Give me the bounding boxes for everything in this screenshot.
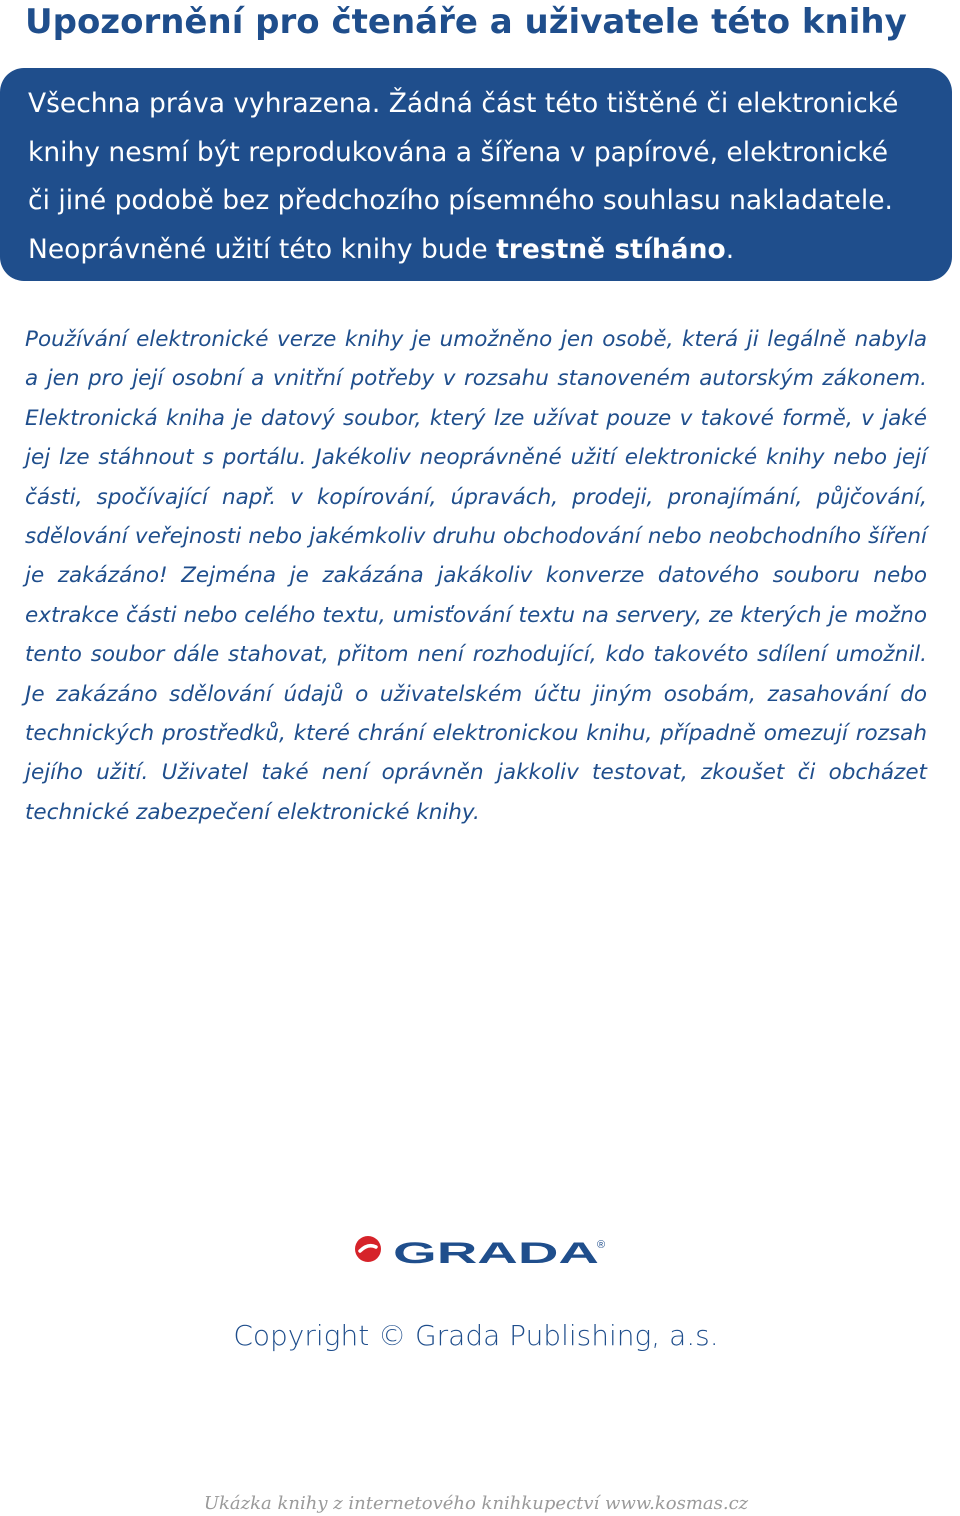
- grada-logo: [352, 1234, 607, 1270]
- grada-logo-mark: [355, 1236, 381, 1262]
- rights-notice-box: [0, 68, 952, 281]
- notice-line-2: knihy nesmí být reprodukována a šířena v papírové, elektronické: [28, 136, 889, 168]
- copyright-notice: Copyright © Grada Publishing, a.s.: [233, 1319, 719, 1352]
- grada-wordmark: GRADA: [393, 1237, 599, 1270]
- rights-notice-text: [28, 80, 942, 274]
- notice-line-4-prefix: Neoprávněné užití této knihy bude: [28, 233, 497, 265]
- notice-line-1: Všechna práva vyhrazena. Žádná část této tištěné či elektronické: [28, 88, 899, 119]
- terms-of-use-paragraph: Používání elektronické verze knihy je umožněno jen osobě, která ji legálně nabyla a jen pro její osobní a vnitřní potřeby v rozsahu stanoveném autorským zákonem. Elektronická kniha je datový soubor, který lze užívat pouze v takové formě, v jaké jej lze stáhnout s portálu. Jakékoliv neoprávněné užití elektronické knihy nebo její části, spočívající např. v kopírování, úpravách, prodeji, pronajímání, půjčování, sdělování veřejnosti nebo jakémkoliv druhu obchodování nebo neobchodního šíření je zakázáno! Zejména je zakázána jakákoliv konverze datového souboru nebo extrakce části nebo celého textu, umisťování textu na servery, ze kterých je možno tento soubor dále stahovat, přitom není rozhodující, kdo takovéto sdílení umožnil. Je zakázáno sdělování údajů o uživatelském účtu jiným osobám, zasahování do technických prostředků, které chrání elektronickou knihu, případně omezují rozsah jejího užití. Uživatel také není oprávněn jakkoliv testovat, zkoušet či obcházet technické zabezpečení elektronické knihy.: [25, 327, 927, 825]
- registered-mark: ®: [597, 1239, 606, 1251]
- notice-emphasis: trestně stíháno: [496, 233, 726, 265]
- notice-line-4-suffix: .: [725, 233, 735, 265]
- page-title: Upozornění pro čtenáře a uživatele této knihy: [25, 2, 907, 42]
- source-watermark-note: Ukázka knihy z internetového knihkupectví www.kosmas.cz: [203, 1493, 749, 1514]
- notice-line-3: či jiné podobě bez předchozího písemného souhlasu nakladatele.: [28, 185, 893, 216]
